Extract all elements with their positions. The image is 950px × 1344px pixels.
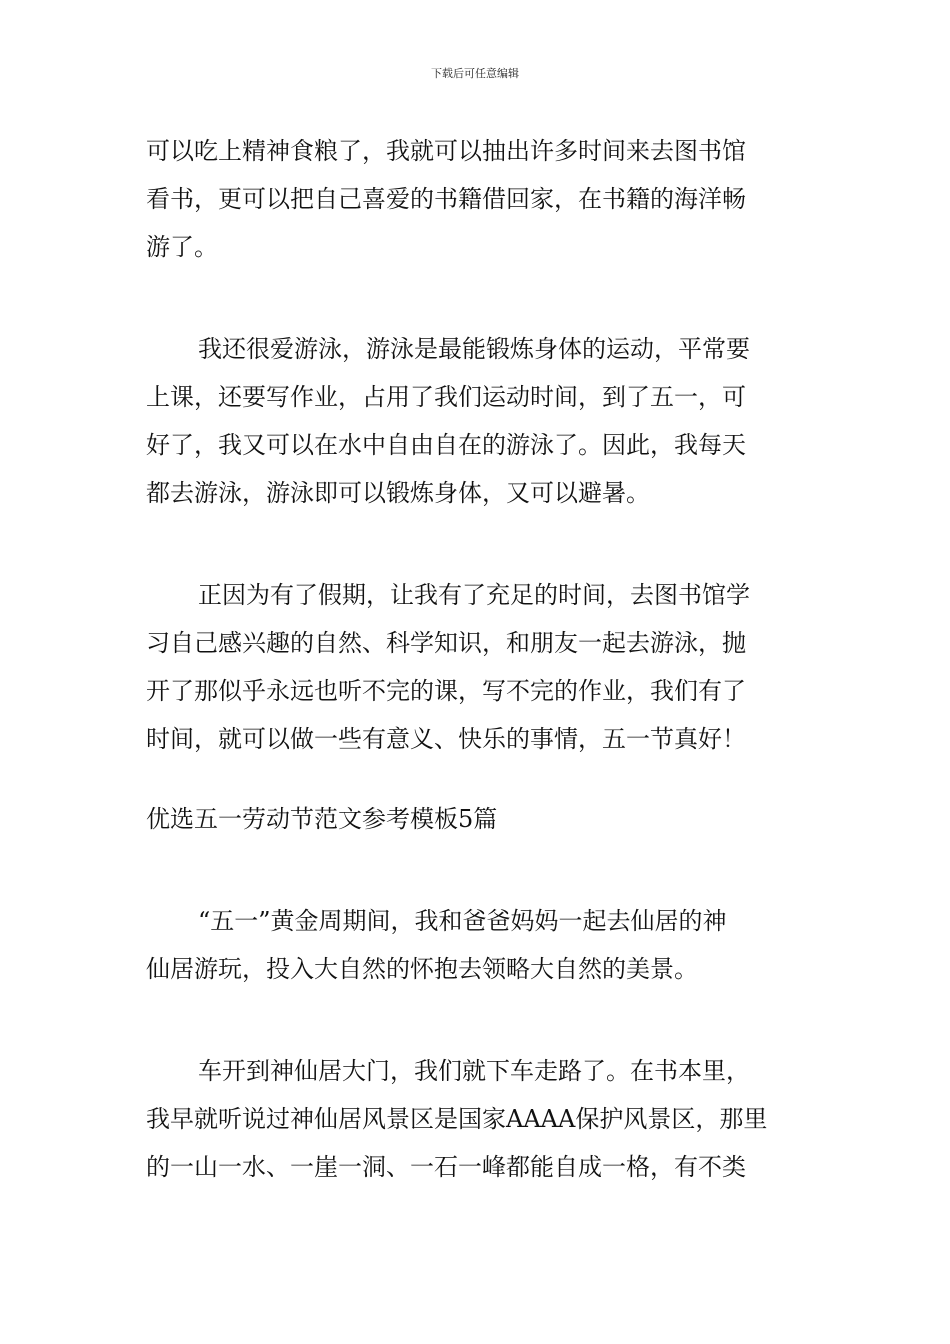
text-line: 时间，就可以做一些有意义、快乐的事情，五一节真好！: [146, 725, 746, 753]
paragraph: [146, 1047, 810, 1191]
text-line: 习自己感兴趣的自然、科学知识，和朋友一起去游泳，抛: [146, 629, 746, 657]
text-line: 上课，还要写作业，占用了我们运动时间，到了五一，可: [146, 383, 746, 411]
text-line: 可以吃上精神食粮了，我就可以抽出许多时间来去图书馆: [146, 137, 746, 165]
text-line: 我早就听说过神仙居风景区是国家AAAA保护风景区，那里: [146, 1105, 768, 1133]
section-title: [146, 795, 810, 843]
text-line: 好了，我又可以在水中自由自在的游泳了。因此，我每天: [146, 431, 746, 459]
text-line: 仙居游玩，投入大自然的怀抱去领略大自然的美景。: [146, 955, 698, 983]
paragraph: [146, 127, 810, 271]
document-body: [146, 127, 810, 1191]
text-line: 游了。: [146, 233, 218, 261]
text-line: 车开到神仙居大门，我们就下车走路了。在书本里，: [198, 1057, 750, 1085]
text-line: 我还很爱游泳，游泳是最能锻炼身体的运动，平常要: [198, 335, 750, 363]
paragraph: [146, 897, 810, 993]
text-line: 开了那似乎永远也听不完的课，写不完的作业，我们有了: [146, 677, 746, 705]
page-header: 下载后可任意编辑: [431, 67, 519, 80]
text-line: 正因为有了假期，让我有了充足的时间，去图书馆学: [198, 581, 750, 609]
paragraph: [146, 325, 810, 517]
text-line: 都去游泳，游泳即可以锻炼身体，又可以避暑。: [146, 479, 650, 507]
text-line: 看书，更可以把自己喜爱的书籍借回家，在书籍的海洋畅: [146, 185, 746, 213]
text-line: 优选五一劳动节范文参考模板5篇: [146, 805, 498, 833]
text-line: “五一”黄金周期间，我和爸爸妈妈一起去仙居的神: [198, 907, 727, 935]
paragraph: [146, 571, 810, 763]
text-line: 的一山一水、一崖一洞、一石一峰都能自成一格，有不类: [146, 1153, 746, 1181]
